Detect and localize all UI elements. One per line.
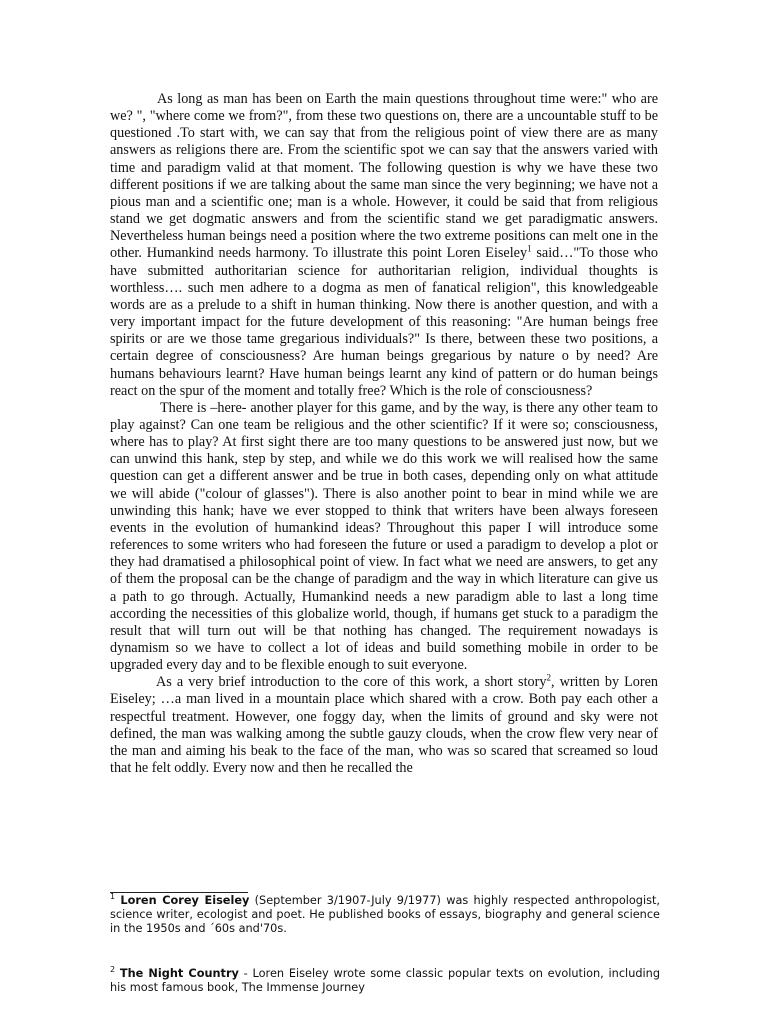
footnote-reference-1: 1 [527,243,532,254]
footnote-2-title: The Night Country [119,967,239,980]
paragraph-1-text-b: said…"To those who have submitted authoritarian science for authoritarian religion, individual thoughts is worthless…. such men adhere to a dogma as men of fanatical religion", this knowledgeable words are as a prelude to a shift in human thinking. Now there is another question, and with a very important impact for the future development of this reasoning: "Are human beings free spirits or are we those tame gregarious individuals?" Is there, between these two positions, a certain degree of consciousness? Are human beings gregarious by nature o by need? Are humans behaviours learnt? Have human beings learnt any kind of pattern or do human beings react on the spur of the moment and totally free? Which is the role of consciousness? [110,245,658,399]
paragraph-3-text-a: As a very brief introduction to the core of this work, a short story [156,674,547,691]
footnote-reference-2: 2 [546,672,551,683]
footnote-2 [110,967,660,995]
paragraph-2: There is –here- another player for this game, and by the way, is there any other team to play against? Can one team be religious and the other scientific? If it were so; consciousness, where has to play? At first sight there are too many questions to be answered just now, but we can unwind this hank, step by step, and while we do this work we will realised how the same question can get a different answer and be true in both cases, depending only on what attitude we will abide ("colour of glasses"). There is also another point to bear in mind while we are unwinding this hank; have we ever stopped to think that writers have been always foreseen events in the evolution of humankind ideas? Throughout this paper I will introduce some references to some writers who had foreseen the future or used a paradigm to develop a plot or they had dramatised a philosophical point of view. In fact what we need are answers, to get any of them the proposal can be the change of paradigm and the way in which literature can give us a path to go through. Actually, Humankind needs a new paradigm able to last a long time according the necessities of this globalize world, though, if humans get stuck to a paradigm the result that will turn out will be that nothing has changed. The requirement nowadays is dynamism so we have to collect a lot of ideas and build something mobile in order to be upgraded every day and to be flexible enough to suit everyone. [110,399,658,674]
footnote-2-text: - Loren Eiseley wrote some classic popular texts on evolution, including his most famous book, The Immense Journey [110,967,660,995]
footnote-separator [110,892,248,893]
paragraph-3 [110,674,658,777]
footnote-2-marker: 2 [110,965,116,975]
paragraph-3-text-b: , written by Loren Eiseley; …a man lived in a mountain place which shared with a crow. Both pay each other a respectful treatment. However, one foggy day, when the limits of ground and sky were not defined, the man was walking among the subtle gauzy clouds, when the crow flew very near of the man and aiming his beak to the face of the man, who was so scared that screamed so loud that he felt oddly. Every now and then he recalled the [110,674,659,777]
paragraph-1 [110,91,658,400]
footnote-1-title: Loren Corey Eiseley [120,894,250,907]
footnote-1-text: (September 3/1907-July 9/1977) was highly respected anthropologist, science writer, ecologist and poet. He published books of essays, biography and general science in the 1950s and ´60s and'70s. [110,894,660,936]
footnote-1-marker: 1 [110,892,116,902]
footnote-1 [110,894,660,937]
body-text [110,91,658,777]
paragraph-1-text-a: As long as man has been on Earth the main questions throughout time were:" who are we? ", "where come we from?", from these two questions on, there are a uncountable stuff to be questioned .To start with, we can say that from the religious point of view there are as many answers as religions there are. From the scientific spot we can say that the answers varied with time and paradigm valid at that moment. The following question is why we have these two different positions if we are talking about the same man since the very beginning; we have not a pious man and a scientific one; man is a whole. However, it could be said that from religious stand we get dogmatic answers and from the scientific stand we get paradigmatic answers. Nevertheless human beings need a position where the two extreme positions can melt one in the other. Humankind needs harmony. To illustrate this point Loren Eiseley [110,91,658,262]
